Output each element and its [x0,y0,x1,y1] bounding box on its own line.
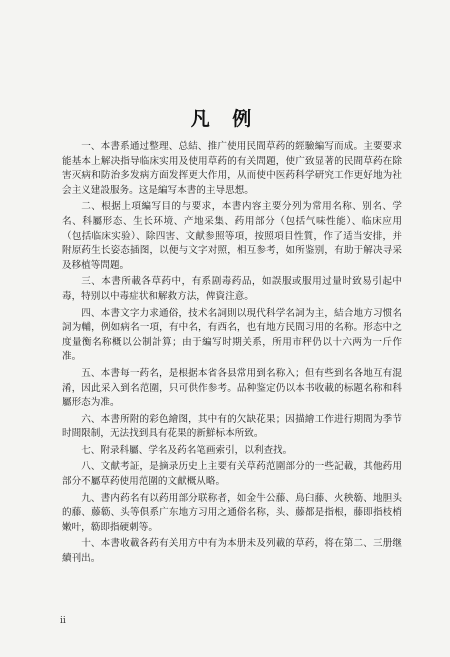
page-number: ii [60,616,66,626]
paragraph-4: 四、本書文字力求通俗，技术名詞則以現代科学名詞为主，結合地方习惯名詞为輔，例如病名一項，有中名，有西名，也有地方民間习用的名称。形态中之度量衡名称概以公制計算；由于編写时期关系，所用市秤仍以十六两为一斤作准。 [62,307,402,363]
paragraph-5: 五、本書每一药名，是根据本省各县常用到名称入；但有些到名各地互有混淆，因此采入到名范圍，只可供作参考。品种鉴定仍以本书收載的标題名称和科屬形态为准。 [62,367,402,409]
paragraph-7: 七、附录科屬、学名及药名笔画索引，以利查找。 [81,444,293,456]
paragraph-1: 一、本書系通过整理、总結、推广使用民間草药的經驗編写而成。主要要求能基本上解决指导临床实用及使用草药的有关問題，使广致显著的民間草药在除害灭病和防治多发病方面发挥更大作用，从而使中医药科学研究工作更好地为社会主义建設服务。这是編写本書的主导思想。 [62,141,402,196]
body-text [62,140,402,569]
page-title: 凡 例 [190,108,260,130]
paragraph-8: 八、文献考証，是摘录历史上主要有关草药范圍部分的一些記載，其他药用部分不屬草药使用范圍的文献概从略。 [62,461,402,488]
paragraph-6: 六、本書所附的彩色繪图，其中有的欠缺花果；因描繪工作进行期間为季节时間限制，无法找到具有花果的新鮮标本所致。 [62,413,402,440]
paragraph-2: 二、根据上項編写目的与要求，本書内容主要分列为常用名称、别名、学名、科屬形态、生长环境、产地采集、药用部分（包括气味性能）、临床应用（包括临床实验）、除四害、文献参照等項，按照項目性質，作了适当安排，并附原药生长姿态插图，以便与文字对照，相互参考，如所鉴别，有助于解决寻采及移植等問題。 [62,201,402,271]
paragraph-3: 三、本書所載各草药中，有系剧毒药品，如誤服或服用过量时致易引起中毒，特别以中毒症状和解救方法，俾資注意。 [62,276,402,302]
paragraph-9: 九、書内药名有以药用部分联称者，如金牛公藤、鳥臼藤、火秧簕、地胆头的藤、藤簕、头等俱系广东地方习用之通俗名称，头、藤都是指根，藤即指枝梢嫩叶，簕即指硬刺等。 [62,492,402,533]
paragraph-10: 十、本書收載各药有关用方中有为本册未及列載的草药，将在第二、三册继續刊出。 [62,538,402,565]
